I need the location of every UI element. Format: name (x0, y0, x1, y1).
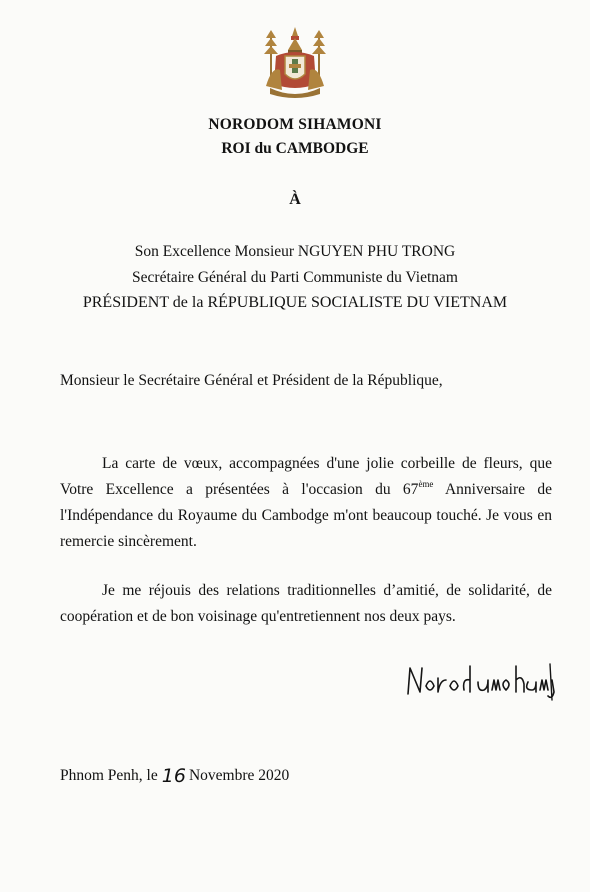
paragraph-2 (60, 578, 552, 630)
salutation: Monsieur le Secrétaire Général et Président de la République, (60, 372, 443, 389)
dateline-month-year: Novembre 2020 (188, 767, 290, 784)
addressee-line-2: Secrétaire Général du Parti Communiste du Vietnam (132, 269, 458, 286)
royal-arms-emblem (262, 26, 328, 100)
dateline-day: 16 (161, 765, 186, 787)
handwritten-signature (400, 656, 560, 706)
to-marker: À (289, 191, 301, 208)
paragraph-1-before: La carte de vœux, accompagnées d'une jolie corbeille de fleurs, que Votre Excellence a présentées à l'occasion du 67 (60, 455, 552, 498)
paragraph-2-text: Je me réjouis des relations traditionnelles d’amitié, de solidarité, de coopération et de bon voisinage qu'entretiennent nos deux pays. (60, 582, 552, 625)
dateline (60, 763, 289, 785)
ordinal-suffix: ème (418, 479, 434, 489)
sender-title: ROI du CAMBODGE (221, 140, 369, 157)
paragraph-1 (60, 451, 552, 555)
paragraph-1-after: Anniversaire de l'Indépendance du Royaume du Cambodge m'ont beaucoup touché. Je vous en remercie sincèrement. (60, 481, 552, 550)
sender-name: NORODOM SIHAMONI (208, 116, 382, 133)
addressee-line-1: Son Excellence Monsieur NGUYEN PHU TRONG (134, 243, 456, 260)
dateline-place: Phnom Penh, le (60, 767, 158, 784)
addressee-line-3: PRÉSIDENT de la RÉPUBLIQUE SOCIALISTE DU VIETNAM (82, 294, 508, 311)
